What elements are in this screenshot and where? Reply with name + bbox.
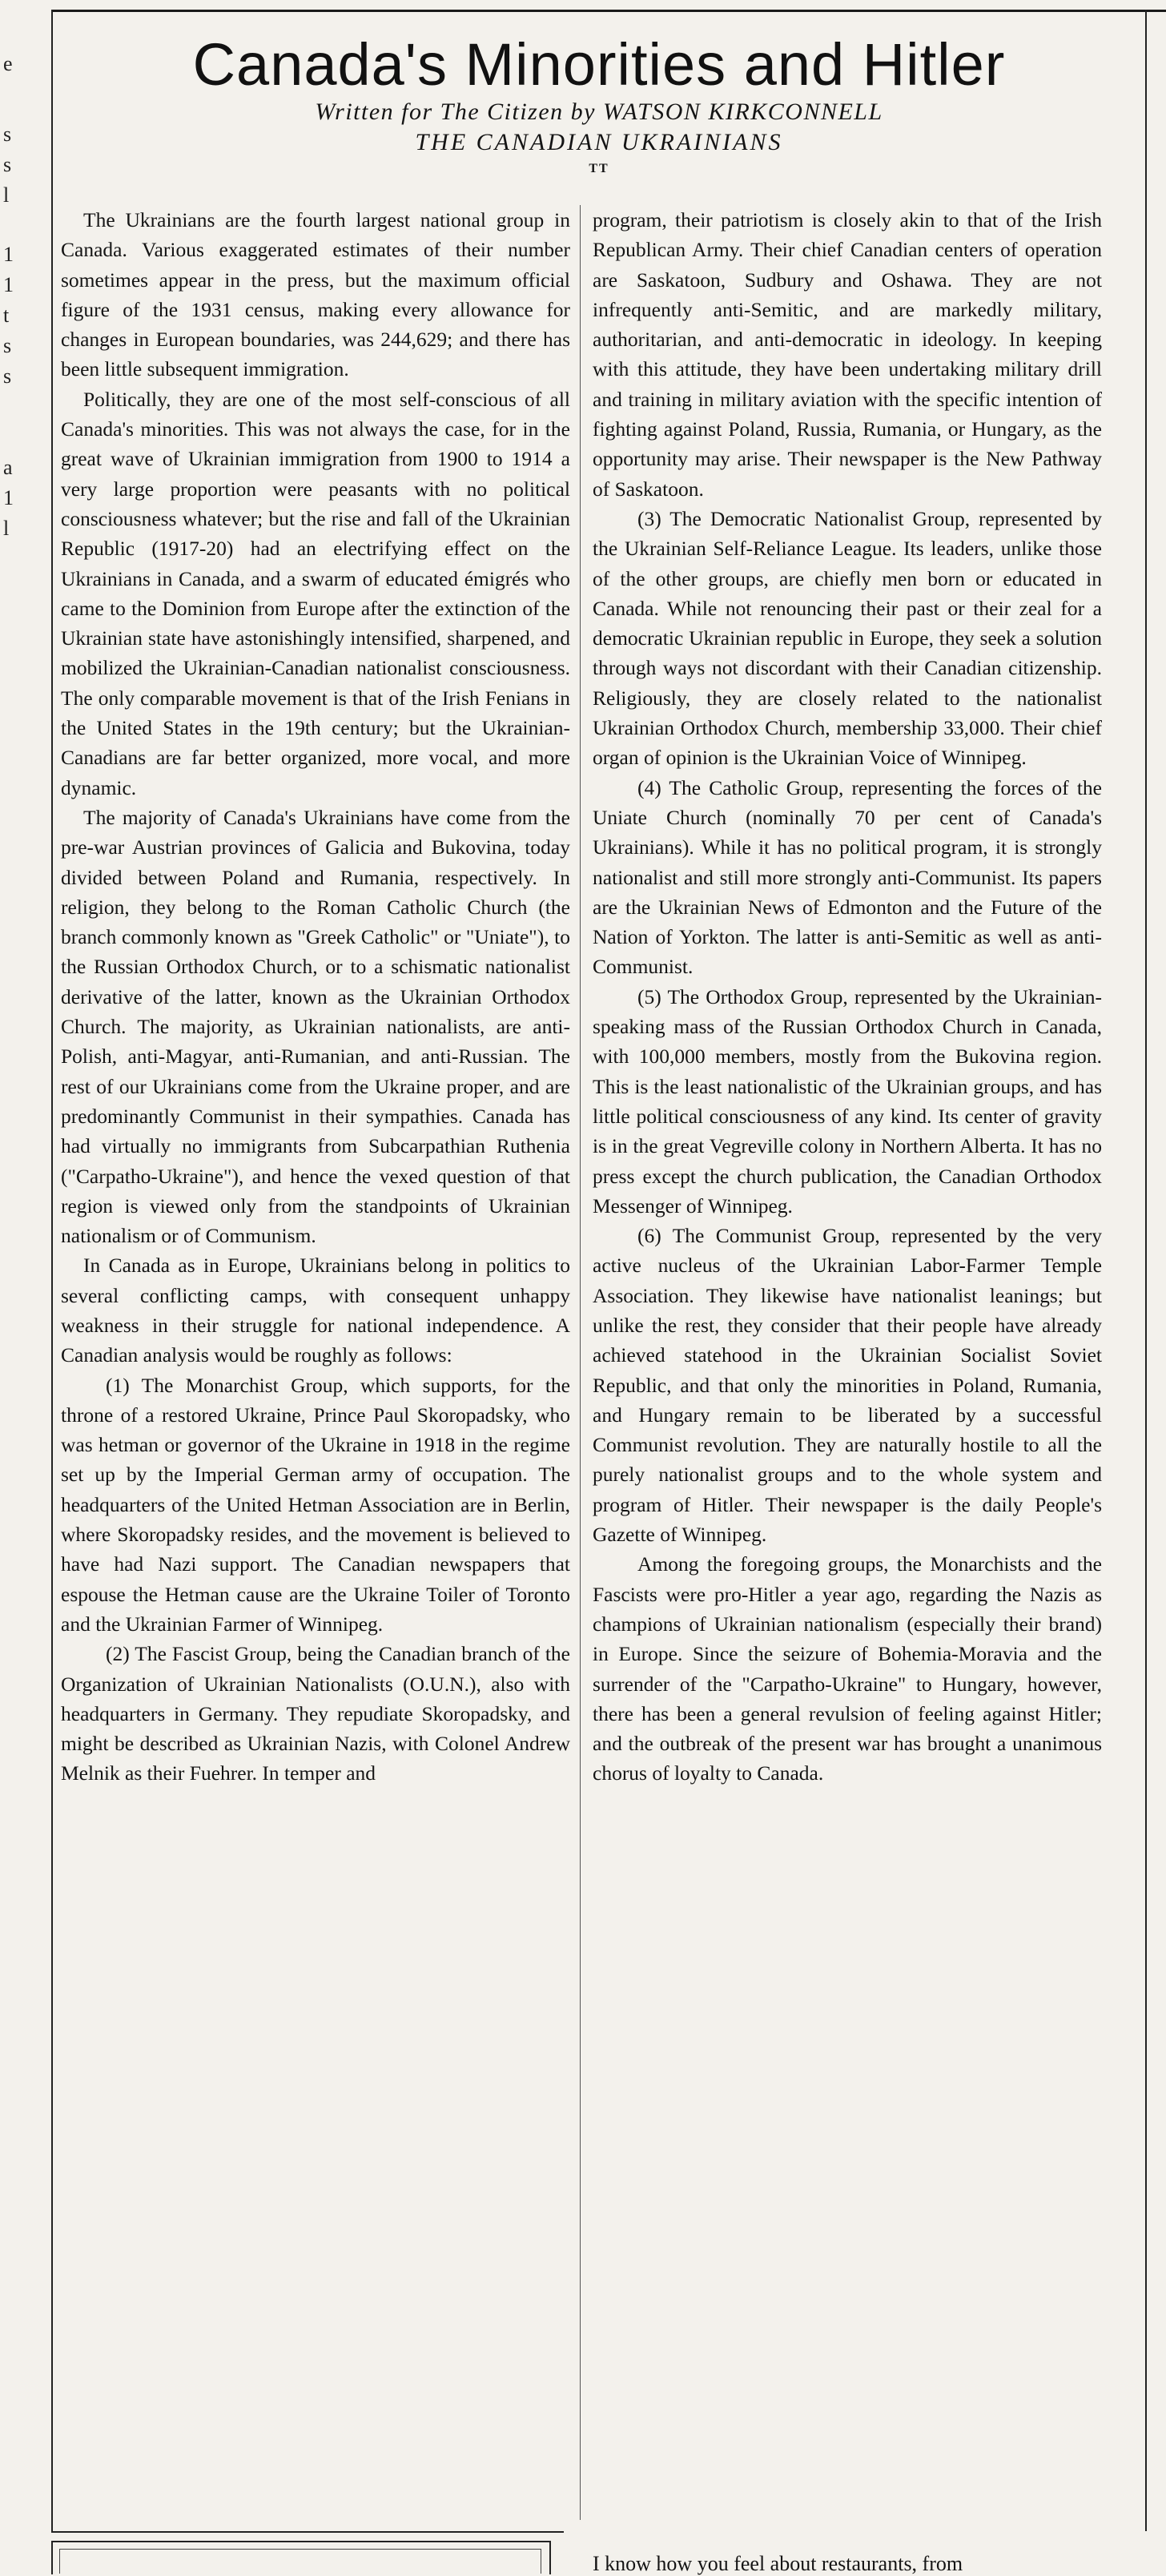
headline: Canada's Minorities and Hitler <box>192 31 1006 98</box>
edge-fragment: s <box>3 123 12 146</box>
article-paragraph: The Ukrainians are the fourth largest national group in Canada. Various exaggerated estimates of their number sometimes appear in the press, but the maximum official figure of the 1931 census, making every allowance for changes in European boundaries, was 244,629; and there has been little subsequent immigration. <box>61 208 570 381</box>
left-border-rule <box>51 10 53 2531</box>
article-paragraph: (2) The Fascist Group, being the Canadian branch of the Organization of Ukrainian Nationalists (O.U.N.), also with headquarters in Germany. They repudiate Skoropadsky, and might be described as Ukrainian Nazis, with Colonel Andrew Melnik as their Fuehrer. In temper and <box>61 1642 570 1785</box>
edge-fragment: e <box>3 52 13 75</box>
article-paragraph: (3) The Democratic Nationalist Group, represented by the Ukrainian Self-Reliance League. Its leaders, unlike those of the other groups, are chiefly men born or educated in Canada. While not renouncing their past or their zeal for a democratic Ukrainian republic in Europe, they seek a solution through ways not discordant with their Canadian citizenship. Religiously, they are closely related to the nationalist Ukrainian Orthodox Church, membership 33,000. Their chief organ of opinion is the Ukrainian Voice of Winnipeg. <box>593 506 1102 770</box>
bottom-rule <box>51 2531 564 2533</box>
next-box-inner-border <box>59 2549 541 2574</box>
article-column-left <box>61 205 570 1789</box>
edge-fragment: a <box>3 456 13 479</box>
edge-fragment: 1 <box>3 486 14 509</box>
article-paragraph: In Canada as in Europe, Ukrainians belong in politics to several conflicting camps, with consequent unhappy weakness in their struggle for national independence. A Canadian analysis would be roughly as follows: <box>61 1254 570 1367</box>
byline-author: Written for The Citizen by WATSON KIRKCONNELL <box>315 99 883 125</box>
article-column-right <box>593 205 1102 1789</box>
article-paragraph: (1) The Monarchist Group, which supports, for the throne of a restored Ukraine, Prince Paul Skoropadsky, who was hetman or governor of the Ukraine in 1918 in the regime set up by the Imperial German army of occupation. The headquarters of the United Hetman Association are in Berlin, where Skoropadsky resides, and the movement is believed to have had Nazi support. The Canadian newspapers that espouse the Hetman cause are the Ukraine Toiler of Toronto and the Ukrainian Farmer of Winnipeg. <box>61 1373 570 1636</box>
article-paragraph: program, their patriotism is closely akin to that of the Irish Republican Army. Their chief Canadian centers of operation are Saskatoon, Sudbury and Oshawa. They are not infrequently anti-Semitic, and are markedly military, authoritarian, and anti-democratic in ideology. In keeping with this attitude, they have been undertaking military drill and training in military aviation with the specific intention of fighting against Poland, Russia, Rumania, or Hungary, as the opportunity may arise. Their newspaper is the New Pathway of Saskatoon. <box>593 208 1102 501</box>
edge-fragment: l <box>3 517 10 540</box>
article-paragraph: Among the foregoing groups, the Monarchists and the Fascists were pro-Hitler a year ago, regarding the Nazis as champions of Ukrainian nationalism (especially their brand) in Europe. Since the seizure of Bohemia-Moravia and the surrender of the "Carpatho-Ukraine" to Hungary, however, there has been a general revulsion of feeling against Hitler; and the outbreak of the present war has brought a unanimous chorus of loyalty to Canada. <box>593 1552 1102 1785</box>
article-paragraph: The majority of Canada's Ukrainians have come from the pre-war Austrian provinces of Galicia and Bukovina, today divided between Poland and Rumania, respectively. In religion, they belong to the Roman Catholic Church (the branch commonly known as "Greek Catholic" or "Uniate"), to the Russian Orthodox Church, or to a schismatic nationalist derivative of the latter, known as the Ukrainian Orthodox Church. The majority, as Ukrainian nationalists, are anti-Polish, anti-Magyar, anti-Rumanian, and anti-Russian. The rest of our Ukrainians come from the Ukraine proper, and are predominantly Communist in their sympathies. Canada has had virtually no immigrants from Subcarpathian Ruthenia ("Carpatho-Ukraine"), and hence the vexed question of that region is viewed only from the standpoints of Ukrainian nationalism or of Communism. <box>61 805 570 1248</box>
column-divider <box>580 205 581 2520</box>
adjacent-column-fragments <box>0 0 24 2507</box>
article-paragraph: Politically, they are one of the most self-conscious of all Canada's minorities. This was not always the case, for in the great wave of Ukrainian immigration from 1900 to 1914 a very large proportion were peasants with no political consciousness whatever; but the rise and fall of the Ukrainian Republic (1917-20) had an electrifying effect on the Ukrainians in Canada, and a swarm of educated émigrés who came to the Dominion from Europe after the extinction of the Ukrainian state have astonishingly intensified, sharpened, and mobilized the Ukrainian-Canadian nationalist consciousness. The only comparable movement is that of the Irish Fenians in the United States in the 19th century; but the Ukrainian-Canadians are far better organized, more vocal, and more dynamic. <box>61 387 570 799</box>
byline-subtitle: THE CANADIAN UKRAINIANS <box>415 129 783 155</box>
article-paragraph: (4) The Catholic Group, representing the forces of the Uniate Church (nominally 70 per cent of Canada's Ukrainians). While it has no political program, it is strongly nationalist and still more strongly anti-Communist. Its papers are the Ukrainian News of Edmonton and the Future of the Nation of Yorkton. The latter is anti-Semitic as well as anti-Communist. <box>593 775 1102 979</box>
edge-fragment: 1 <box>3 243 14 266</box>
next-article-fragment: I know how you feel about restaurants, from <box>593 2552 963 2575</box>
article-paragraph: (5) The Orthodox Group, represented by the Ukrainian-speaking mass of the Russian Orthodox Church in Canada, with 100,000 members, mostly from the Bukovina region. This is the least nationalistic of the Ukrainian groups, and has little political consciousness of any kind. Its center of gravity is in the great Vegreville colony in Northern Alberta. It has no press except the church publication, the Canadian Orthodox Messenger of Winnipeg. <box>593 984 1102 1218</box>
edge-fragment: l <box>3 183 10 207</box>
article-paragraph: (6) The Communist Group, represented by the very active nucleus of the Ukrainian Labor-Farmer Temple Association. They likewise have nationalist leanings; but unlike the rest, they consider that their people have already achieved statehood in the Ukrainian Socialist Soviet Republic, and that only the minorities in Poland, Rumania, and Hungary remain to be liberated by a successful Communist revolution. They are naturally hostile to all the purely nationalist groups and to the whole system and program of Hitler. Their newspaper is the daily People's Gazette of Winnipeg. <box>593 1224 1102 1547</box>
right-border-rule <box>1145 10 1147 2531</box>
edge-fragment: s <box>3 334 12 357</box>
edge-fragment: 1 <box>3 273 14 296</box>
edge-fragment: s <box>3 364 12 388</box>
section-dingbat: TT <box>589 162 609 175</box>
edge-fragment: t <box>3 304 10 327</box>
edge-fragment: s <box>3 153 12 176</box>
top-border-rule <box>51 10 1166 12</box>
